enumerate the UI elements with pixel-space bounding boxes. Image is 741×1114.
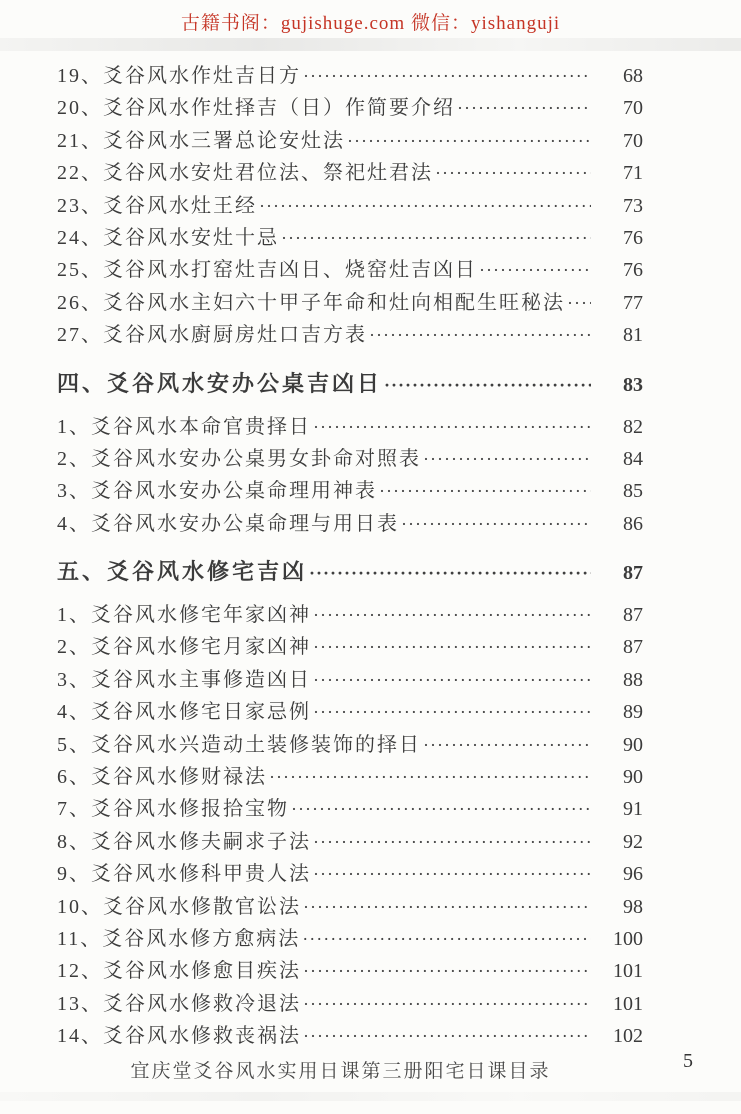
dot-leader bbox=[423, 729, 591, 761]
page-footer bbox=[0, 1050, 741, 1090]
section-heading-page: 83 bbox=[623, 373, 643, 396]
toc-entry-row bbox=[57, 287, 643, 319]
toc-entry-row bbox=[57, 664, 643, 696]
toc-entry-row bbox=[57, 1020, 643, 1052]
toc-entry-row bbox=[57, 826, 643, 858]
section-heading-label: 四、爻谷风水安办公桌吉凶日 bbox=[57, 370, 383, 396]
toc-entry-row bbox=[57, 599, 643, 631]
dot-leader bbox=[369, 319, 591, 351]
dot-leader bbox=[479, 254, 591, 286]
toc-entry-label: 6、爻谷风水修财禄法 bbox=[57, 766, 267, 789]
toc-entry-page: 86 bbox=[623, 512, 643, 535]
dot-leader bbox=[313, 599, 591, 631]
toc-entry-row bbox=[57, 190, 643, 222]
scan-artifact-band bbox=[0, 1092, 741, 1101]
dot-leader bbox=[303, 988, 591, 1020]
toc-section-heading-row bbox=[57, 361, 643, 407]
dot-leader bbox=[379, 475, 591, 507]
toc-entry-row bbox=[57, 761, 643, 793]
dot-leader bbox=[313, 696, 591, 728]
toc-entry-row bbox=[57, 891, 643, 923]
toc-entry-page: 98 bbox=[623, 895, 643, 918]
toc-entry-row bbox=[57, 475, 643, 507]
toc-entry-page: 73 bbox=[623, 194, 643, 217]
toc-entry-label: 11、爻谷风水修方愈病法 bbox=[57, 927, 301, 950]
toc-entry-label: 2、爻谷风水修宅月家凶神 bbox=[57, 636, 311, 659]
toc-entry-page: 84 bbox=[623, 447, 643, 470]
toc-entry-page: 96 bbox=[623, 863, 643, 886]
dot-leader bbox=[567, 287, 591, 319]
toc-entry-row bbox=[57, 508, 643, 540]
dot-leader bbox=[347, 125, 591, 157]
toc-entry-row bbox=[57, 125, 643, 157]
toc-entry-page: 102 bbox=[613, 1025, 643, 1048]
toc-entry-label: 25、爻谷风水打窑灶吉凶日、烧窑灶吉凶日 bbox=[57, 259, 477, 282]
dot-leader bbox=[303, 955, 591, 987]
dot-leader bbox=[457, 92, 591, 124]
toc-entry-page: 81 bbox=[623, 324, 643, 347]
toc-entry-label: 4、爻谷风水修宅日家忌例 bbox=[57, 701, 311, 724]
dot-leader bbox=[303, 891, 591, 923]
toc-entry-page: 90 bbox=[623, 733, 643, 756]
toc-entry-row bbox=[57, 988, 643, 1020]
toc-entry-page: 77 bbox=[623, 291, 643, 314]
toc-entry-page: 88 bbox=[623, 668, 643, 691]
dot-leader bbox=[291, 793, 591, 825]
toc-entry-page: 68 bbox=[623, 65, 643, 87]
dot-leader bbox=[435, 157, 591, 189]
toc-entry-page: 70 bbox=[623, 97, 643, 120]
table-of-contents bbox=[57, 60, 643, 1053]
toc-entry-page: 87 bbox=[623, 636, 643, 659]
toc-entry-row bbox=[57, 443, 643, 475]
toc-entry-label: 3、爻谷风水安办公桌命理用神表 bbox=[57, 480, 377, 503]
toc-entry-row bbox=[57, 92, 643, 124]
toc-entry-page: 92 bbox=[623, 830, 643, 853]
toc-entry-page: 101 bbox=[613, 992, 643, 1015]
toc-entry-label: 3、爻谷风水主事修造凶日 bbox=[57, 668, 311, 691]
toc-entry-row bbox=[57, 858, 643, 890]
toc-entry-label: 10、爻谷风水修散官讼法 bbox=[57, 895, 301, 918]
toc-entry-label: 27、爻谷风水廚厨房灶口吉方表 bbox=[57, 324, 367, 347]
dot-leader bbox=[269, 761, 591, 793]
toc-entry-label: 24、爻谷风水安灶十忌 bbox=[57, 226, 279, 249]
scan-artifact-band bbox=[0, 38, 741, 51]
toc-entry-row bbox=[57, 955, 643, 987]
dot-leader bbox=[313, 664, 591, 696]
toc-entry-label: 21、爻谷风水三署总论安灶法 bbox=[57, 129, 345, 152]
dot-leader bbox=[313, 826, 591, 858]
toc-entry-row bbox=[57, 696, 643, 728]
toc-entry-row bbox=[57, 157, 643, 189]
toc-entry-label: 23、爻谷风水灶王经 bbox=[57, 194, 257, 217]
toc-entry-label: 13、爻谷风水修救冷退法 bbox=[57, 992, 301, 1015]
dot-leader bbox=[303, 1020, 591, 1052]
toc-entry-page: 101 bbox=[613, 960, 643, 983]
toc-entry-label: 14、爻谷风水修救丧祸法 bbox=[57, 1025, 301, 1048]
dot-leader bbox=[302, 923, 591, 955]
toc-entry-label: 26、爻谷风水主妇六十甲子年命和灶向相配生旺秘法 bbox=[57, 291, 565, 314]
toc-entry-row bbox=[57, 631, 643, 663]
footer-book-title: 宜庆堂爻谷风水实用日课第三册阳宅日课目录 bbox=[130, 1061, 551, 1082]
toc-entry-page: 82 bbox=[623, 415, 643, 438]
toc-entry-label: 1、爻谷风水修宅年家凶神 bbox=[57, 604, 311, 627]
dot-leader bbox=[303, 60, 591, 92]
toc-entry-page: 89 bbox=[623, 701, 643, 724]
toc-entry-label: 22、爻谷风水安灶君位法、祭祀灶君法 bbox=[57, 162, 433, 185]
toc-entry-page: 90 bbox=[623, 766, 643, 789]
toc-entry-page: 87 bbox=[623, 604, 643, 627]
section-heading-label: 五、爻谷风水修宅吉凶 bbox=[57, 559, 308, 585]
toc-entry-page: 91 bbox=[623, 798, 643, 821]
site-watermark-header: 古籍书阁：gujishuge.com 微信：yishanguji bbox=[180, 13, 561, 34]
toc-entry-page: 71 bbox=[623, 162, 643, 185]
toc-entry-row bbox=[57, 60, 643, 92]
dot-leader bbox=[281, 222, 591, 254]
toc-entry-page: 85 bbox=[623, 480, 643, 503]
toc-entry-label: 1、爻谷风水本命官贵择日 bbox=[57, 415, 311, 438]
toc-entry-page: 76 bbox=[623, 226, 643, 249]
toc-entry-row bbox=[57, 729, 643, 761]
toc-entry-label: 9、爻谷风水修科甲贵人法 bbox=[57, 863, 311, 886]
dot-leader bbox=[401, 508, 591, 540]
dot-leader bbox=[313, 858, 591, 890]
toc-entry-page: 100 bbox=[613, 927, 643, 950]
toc-entry-row bbox=[57, 793, 643, 825]
toc-entry-label: 2、爻谷风水安办公桌男女卦命对照表 bbox=[57, 447, 421, 470]
toc-entry-page: 70 bbox=[623, 129, 643, 152]
dot-leader bbox=[384, 362, 591, 408]
toc-entry-label: 20、爻谷风水作灶择吉（日）作简要介绍 bbox=[57, 97, 455, 120]
toc-entry-label: 19、爻谷风水作灶吉日方 bbox=[57, 65, 301, 87]
toc-entry-row bbox=[57, 411, 643, 443]
dot-leader bbox=[309, 550, 591, 596]
toc-entry-label: 12、爻谷风水修愈目疾法 bbox=[57, 960, 301, 983]
toc-section-heading-row bbox=[57, 549, 643, 595]
dot-leader bbox=[423, 443, 591, 475]
toc-entry-row bbox=[57, 254, 643, 286]
toc-entry-label: 7、爻谷风水修报拾宝物 bbox=[57, 798, 289, 821]
dot-leader bbox=[259, 190, 591, 222]
toc-entry-row bbox=[57, 319, 643, 351]
toc-entry-row bbox=[57, 222, 643, 254]
section-heading-page: 87 bbox=[623, 562, 643, 585]
dot-leader bbox=[313, 411, 591, 443]
dot-leader bbox=[313, 631, 591, 663]
toc-entry-row bbox=[57, 923, 643, 955]
toc-entry-label: 8、爻谷风水修夫嗣求子法 bbox=[57, 830, 311, 853]
footer-page-number: 5 bbox=[683, 1050, 693, 1072]
toc-entry-page: 76 bbox=[623, 259, 643, 282]
toc-entry-label: 4、爻谷风水安办公桌命理与用日表 bbox=[57, 512, 399, 535]
toc-entry-label: 5、爻谷风水兴造动土装修装饰的择日 bbox=[57, 733, 421, 756]
